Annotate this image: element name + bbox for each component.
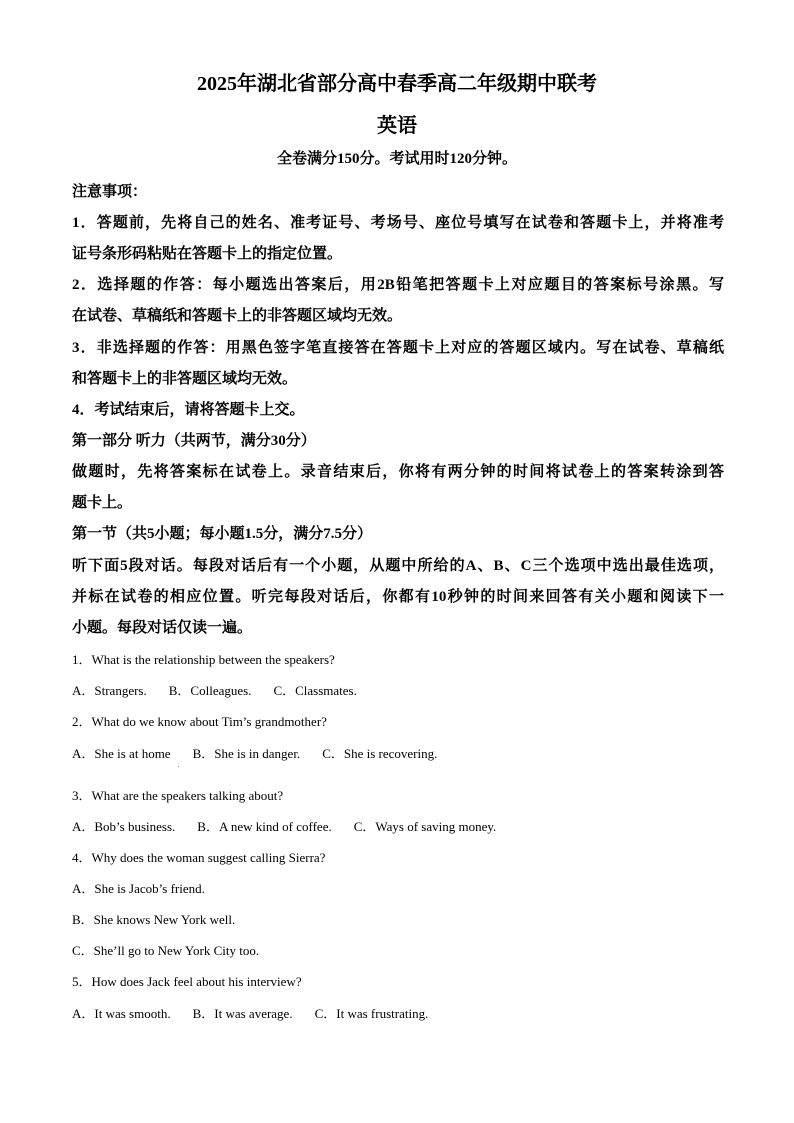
question-5-options (72, 1004, 724, 1024)
notice-item-2-line-2: 在试卷、草稿纸和答题卡上的非答题区域均无效。 (72, 308, 403, 324)
question-2-option-a: A．She is at home (72, 746, 171, 761)
notice-heading: 注意事项： (72, 184, 148, 200)
exam-title: 2025年湖北省部分高中春季高二年级期中联考 (197, 73, 597, 95)
part-1-heading: 第一部分 听力（共两节，满分30分） (72, 433, 316, 449)
question-5-option-a: A．It was smooth. (72, 1006, 171, 1021)
question-4-option-a: A．She is Jacob’s friend. (72, 881, 205, 896)
score-time-line: 全卷满分150分。考试用时120分钟。 (276, 151, 517, 167)
question-4-option-c: C．She’ll go to New York City too. (72, 943, 260, 958)
notice-item-1-line-1: 1．答题前，先将自己的姓名、准考证号、考场号、座位号填写在试卷和答题卡上，并将准考 (72, 215, 724, 231)
question-1-stem: 1．What is the relationship between the speakers? (72, 652, 335, 667)
question-5-option-c: C．It was frustrating. (314, 1006, 429, 1021)
question-5-stem: 5．How does Jack feel about his interview? (72, 974, 302, 989)
question-3-stem: 3．What are the speakers talking about? (72, 788, 284, 803)
section-1-instruction-line-3: 小题。每段对话仅读一遍。 (72, 620, 253, 636)
question-3-option-c: C．Ways of saving money. (353, 819, 497, 834)
notice-item-1-line-2: 证号条形码粘贴在答题卡上的指定位置。 (72, 246, 343, 262)
question-2-options (72, 744, 724, 764)
question-2-option-c: C．She is recovering. (322, 746, 438, 761)
notice-item-2-line-1: 2．选择题的作答：每小题选出答案后，用2B铅笔把答题卡上对应题目的答案标号涂黑。写 (72, 277, 724, 293)
question-1-options (72, 681, 724, 701)
question-4-stem: 4．Why does the woman suggest calling Sierra? (72, 850, 326, 865)
part-1-instruction-line-1: 做题时，先将答案标在试卷上。录音结束后，你将有两分钟的时间将试卷上的答案转涂到答 (72, 464, 724, 480)
subject-title: 英语 (377, 115, 417, 137)
stray-dot (178, 766, 179, 767)
question-1-option-a: A．Strangers. (72, 683, 147, 698)
section-1-instruction-line-2: 并标在试卷的相应位置。听完每段对话后，你都有10秒钟的时间来回答有关小题和阅读下一 (72, 589, 724, 605)
question-1-option-b: B．Colleagues. (168, 683, 252, 698)
question-3-option-b: B．A new kind of coffee. (197, 819, 332, 834)
notice-item-3-line-1: 3．非选择题的作答：用黑色签字笔直接答在答题卡上对应的答题区域内。写在试卷、草稿纸 (72, 340, 724, 356)
question-3-option-a: A．Bob’s business. (72, 819, 176, 834)
question-5-option-b: B．It was average. (192, 1006, 293, 1021)
section-1-instruction-line-1: 听下面5段对话。每段对话后有一个小题，从题中所给的A、B、C三个选项中选出最佳选项， (72, 558, 724, 574)
section-1-heading: 第一节（共5小题；每小题1.5分，满分7.5分） (72, 526, 373, 542)
question-2-option-b: B．She is in danger. (192, 746, 301, 761)
part-1-instruction-line-2: 题卡上。 (72, 495, 133, 511)
notice-item-3-line-2: 和答题卡上的非答题区域均无效。 (72, 371, 298, 387)
question-2-stem: 2．What do we know about Tim’s grandmother? (72, 714, 327, 729)
question-4-option-b: B．She knows New York well. (72, 912, 236, 927)
question-3-options (72, 817, 724, 837)
notice-item-4: 4．考试结束后，请将答题卡上交。 (72, 402, 305, 418)
question-1-option-c: C．Classmates. (273, 683, 357, 698)
